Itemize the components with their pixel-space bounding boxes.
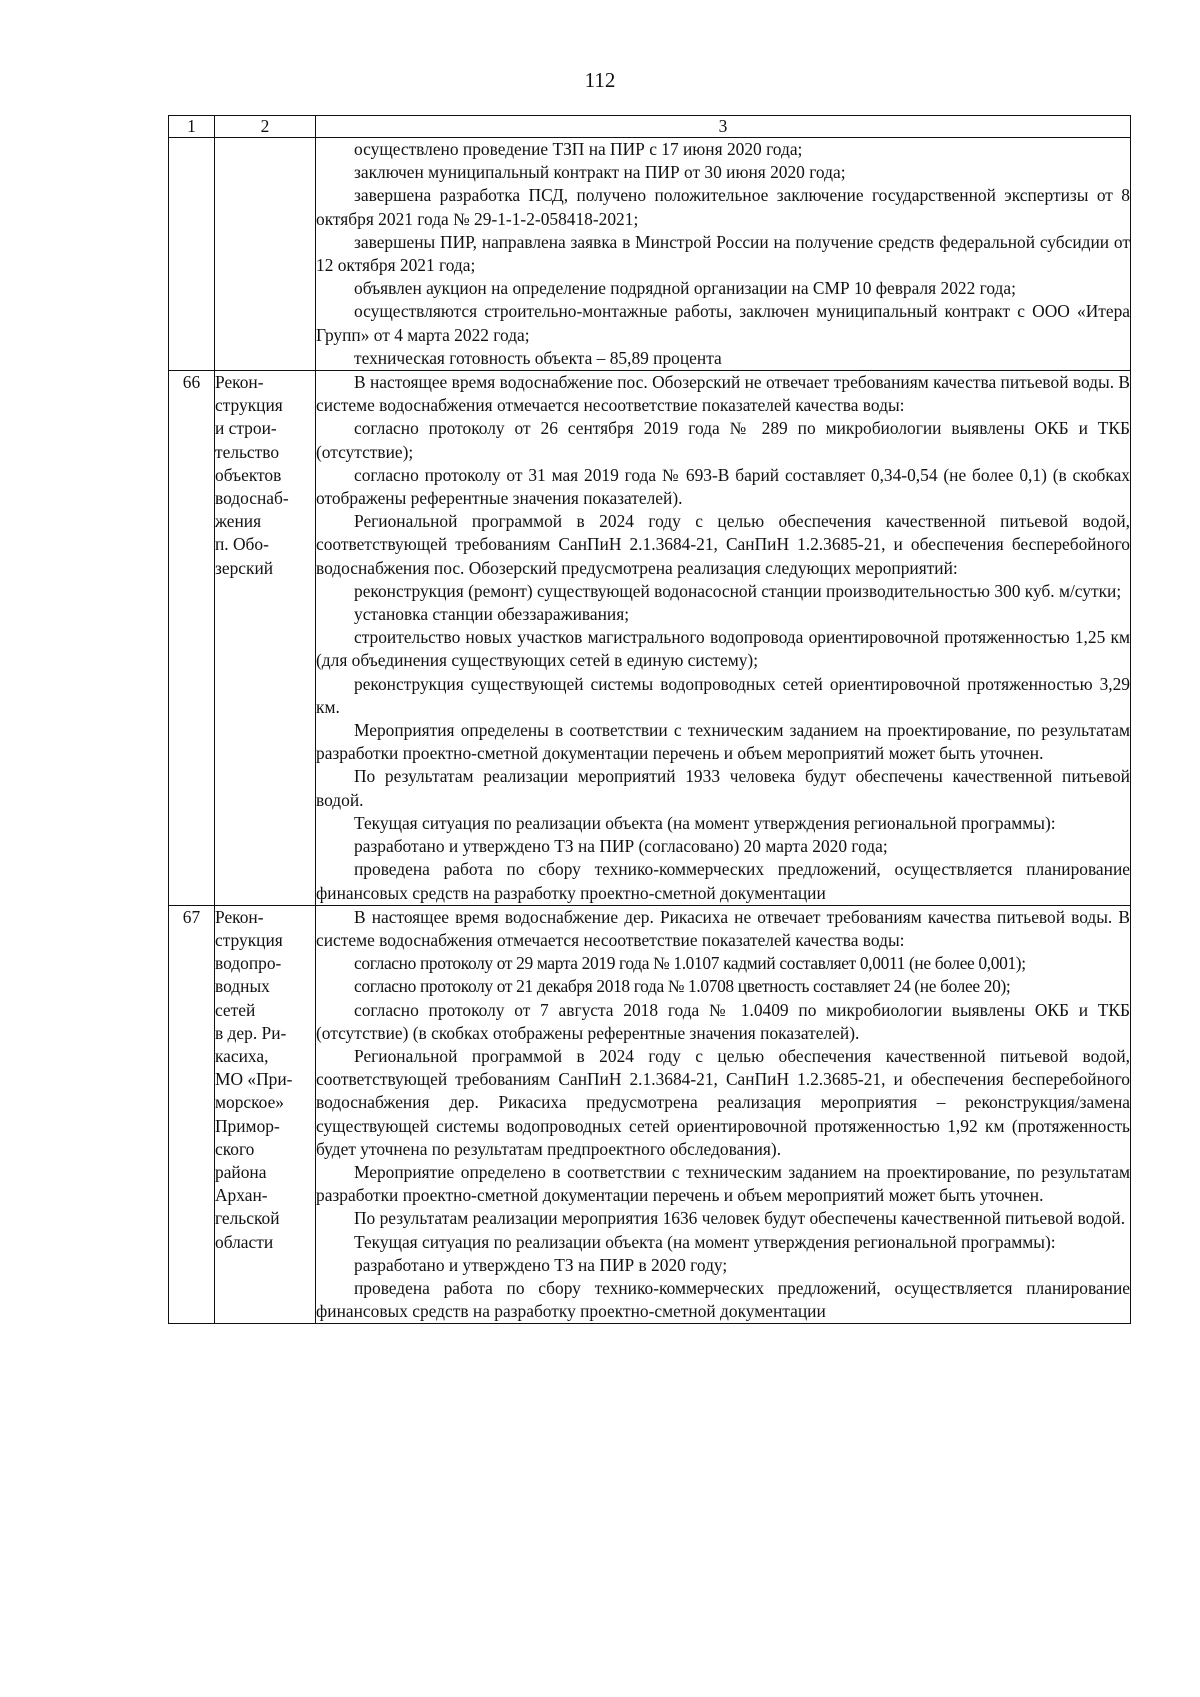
object-name-line: Архан- <box>215 1185 268 1206</box>
description-paragraph: согласно протоколу от 7 августа 2018 года № 1.0409 по микробиологии выявлены ОКБ и ТКБ (отсутствие) (в скобках отображены референтные значения показателей). <box>316 999 1130 1043</box>
description-cell <box>316 905 1131 1324</box>
object-name-line: района <box>215 1161 267 1182</box>
object-name-line: в дер. Ри- <box>215 1022 287 1043</box>
object-name-line: объектов <box>215 464 282 485</box>
row-number-cell: 67 <box>169 905 215 1324</box>
header-col-1: 1 <box>169 116 215 138</box>
description-paragraph: Региональной программой в 2024 году с целью обеспечения качественной питьевой водой, соответствующей требованиям СанПиН 2.1.3684-21, СанПиН 1.2.3685-21, и обеспечения бесперебойного водоснабжения пос. Обозерский предусмотрена реализация следующих мероприятий: <box>316 511 1130 578</box>
description-paragraph: По результатам реализации мероприятий 1933 человека будут обеспечены качественной питьевой водой. <box>316 766 1130 810</box>
table-body <box>169 138 1131 1324</box>
object-name-line: ского <box>215 1138 255 1159</box>
description-paragraph: Текущая ситуация по реализации объекта (на момент утверждения региональной программы): <box>354 1231 1056 1252</box>
description-paragraph: разработано и утверждено ТЗ на ПИР (согласовано) 20 марта 2020 года; <box>354 836 888 857</box>
object-name-line: и строи- <box>215 418 277 439</box>
object-name-line: Примор- <box>215 1115 280 1136</box>
object-name-line: тельство <box>215 441 280 462</box>
document-table <box>168 115 1131 1324</box>
object-name-cell <box>215 371 316 906</box>
object-name-line: Рекон- <box>215 906 264 927</box>
object-name-line: струкция <box>215 929 283 950</box>
object-name-line: Рекон- <box>215 372 264 393</box>
object-name-line: п. Обо- <box>215 534 269 555</box>
description-paragraph: разработано и утверждено ТЗ на ПИР в 2020 году; <box>354 1254 728 1275</box>
description-paragraph: согласно протоколу от 26 сентября 2019 года № 289 по микробиологии выявлены ОКБ и ТКБ (отсутствие); <box>316 418 1130 462</box>
header-row <box>169 116 1131 138</box>
object-name-cell <box>215 905 316 1324</box>
description-paragraph: строительство новых участков магистрального водопровода ориентировочной протяженностью 1,25 км (для объединения существующих сетей в единую систему); <box>316 627 1130 671</box>
description-paragraph: согласно протоколу от 31 мая 2019 года № 693-В барий составляет 0,34-0,54 (не более 0,1) (в скобках отображены референтные значения показателей). <box>316 464 1130 509</box>
description-paragraph: осуществлено проведение ТЗП на ПИР с 17 июня 2020 года; <box>354 139 803 159</box>
table-row-67 <box>169 905 1131 1324</box>
object-name-line: морское» <box>215 1092 285 1113</box>
description-cell <box>316 138 1131 371</box>
description-paragraph: заключен муниципальный контракт на ПИР от 30 июня 2020 года; <box>354 162 846 183</box>
description-paragraph: завершена разработка ПСД, получено положительное заключение государственной экспертизы от 8 октября 2021 года № 29-1-1-2-058418-2021; <box>316 185 1130 229</box>
description-paragraph: Мероприятия определены в соответствии с техническим заданием на проектирование, по результатам разработки проектно-сметной документации перечень и объем мероприятий может быть уточнен. <box>316 720 1130 764</box>
row-number-cell <box>169 138 215 371</box>
description-paragraph: завершены ПИР, направлена заявка в Минстрой России на получение средств федеральной субсидии от 12 октября 2021 года; <box>316 231 1130 276</box>
table-header <box>169 116 1131 138</box>
object-name-line: жения <box>215 511 262 532</box>
description-paragraph: По результатам реализации мероприятия 1636 человек будут обеспечены качественной питьевой водой. <box>354 1208 1126 1229</box>
object-name-line: водоснаб- <box>215 488 289 509</box>
description-paragraph: реконструкция (ремонт) существующей водонасосной станции производительностью 300 куб. м/сутки; <box>354 580 1122 601</box>
description-paragraph: реконструкция существующей системы водопроводных сетей ориентировочной протяженностью 3,29 км. <box>316 673 1130 717</box>
object-name-line: водопро- <box>215 953 282 974</box>
object-name-line: водных <box>215 976 270 997</box>
description-paragraph: В настоящее время водоснабжение пос. Обозерский не отвечает требованиям качества питьевой воды. В системе водоснабжения отмечается несоответствие показателей качества воды: <box>316 372 1130 416</box>
description-paragraph: Текущая ситуация по реализации объекта (на момент утверждения региональной программы): <box>354 812 1056 833</box>
object-name-line: струкция <box>215 395 283 416</box>
object-name-line: гельской <box>215 1208 280 1229</box>
description-paragraph: согласно протоколу от 29 марта 2019 года № 1.0107 кадмий составляет 0,0011 (не более 0,001); <box>354 953 1026 974</box>
page-number: 112 <box>584 68 616 92</box>
header-col-2: 2 <box>215 116 316 138</box>
object-name-line: сетей <box>215 999 256 1020</box>
description-paragraph: Региональной программой в 2024 году с целью обеспечения качественной питьевой водой, соответствующей требованиям СанПиН 2.1.3684-21, СанПиН 1.2.3685-21, и обеспечения бесперебойного водоснабжения дер. Рикасиха предусмотрена реализация мероприятия – реконструкция/замена существующей системы водопроводных сетей ориентировочной протяженностью 1,92 км (протяженность будет уточнена по результатам предпроектного обследования). <box>316 1045 1130 1159</box>
row-number-cell: 66 <box>169 371 215 906</box>
description-paragraph: осуществляются строительно-монтажные работы, заключен муниципальный контракт с ООО «Итера Групп» от 4 марта 2022 года; <box>316 301 1130 345</box>
object-name-line: области <box>215 1231 274 1252</box>
object-name-cell <box>215 138 316 371</box>
description-paragraph: техническая готовность объекта – 85,89 процента <box>354 347 722 368</box>
table-row-continuation <box>169 138 1131 371</box>
description-paragraph: В настоящее время водоснабжение дер. Рикасиха не отвечает требованиям качества питьевой воды. В системе водоснабжения отмечается несоответствие показателей качества воды: <box>316 906 1130 950</box>
description-paragraph: согласно протоколу от 21 декабря 2018 года № 1.0708 цветность составляет 24 (не более 20); <box>354 976 1011 997</box>
object-name-line: касиха, <box>215 1045 269 1066</box>
description-paragraph: проведена работа по сбору технико-коммерческих предложений, осуществляется планирование финансовых средств на разработку проектно-сметной документации <box>316 1277 1130 1322</box>
description-paragraph: объявлен аукцион на определение подрядной организации на СМР 10 февраля 2022 года; <box>354 278 1016 299</box>
description-paragraph: проведена работа по сбору технико-коммерческих предложений, осуществляется планирование финансовых средств на разработку проектно-сметной документации <box>316 859 1130 903</box>
description-paragraph: установка станции обеззараживания; <box>354 604 630 625</box>
header-col-3: 3 <box>316 116 1131 138</box>
table-row-66 <box>169 371 1131 906</box>
object-name-line: МО «При- <box>215 1069 293 1090</box>
description-cell <box>316 371 1131 906</box>
description-paragraph: Мероприятие определено в соответствии с техническим заданием на проектирование, по результатам разработки проектно-сметной документации перечень и объем мероприятий может быть уточнен. <box>316 1161 1130 1206</box>
object-name-line: зерский <box>215 557 274 578</box>
